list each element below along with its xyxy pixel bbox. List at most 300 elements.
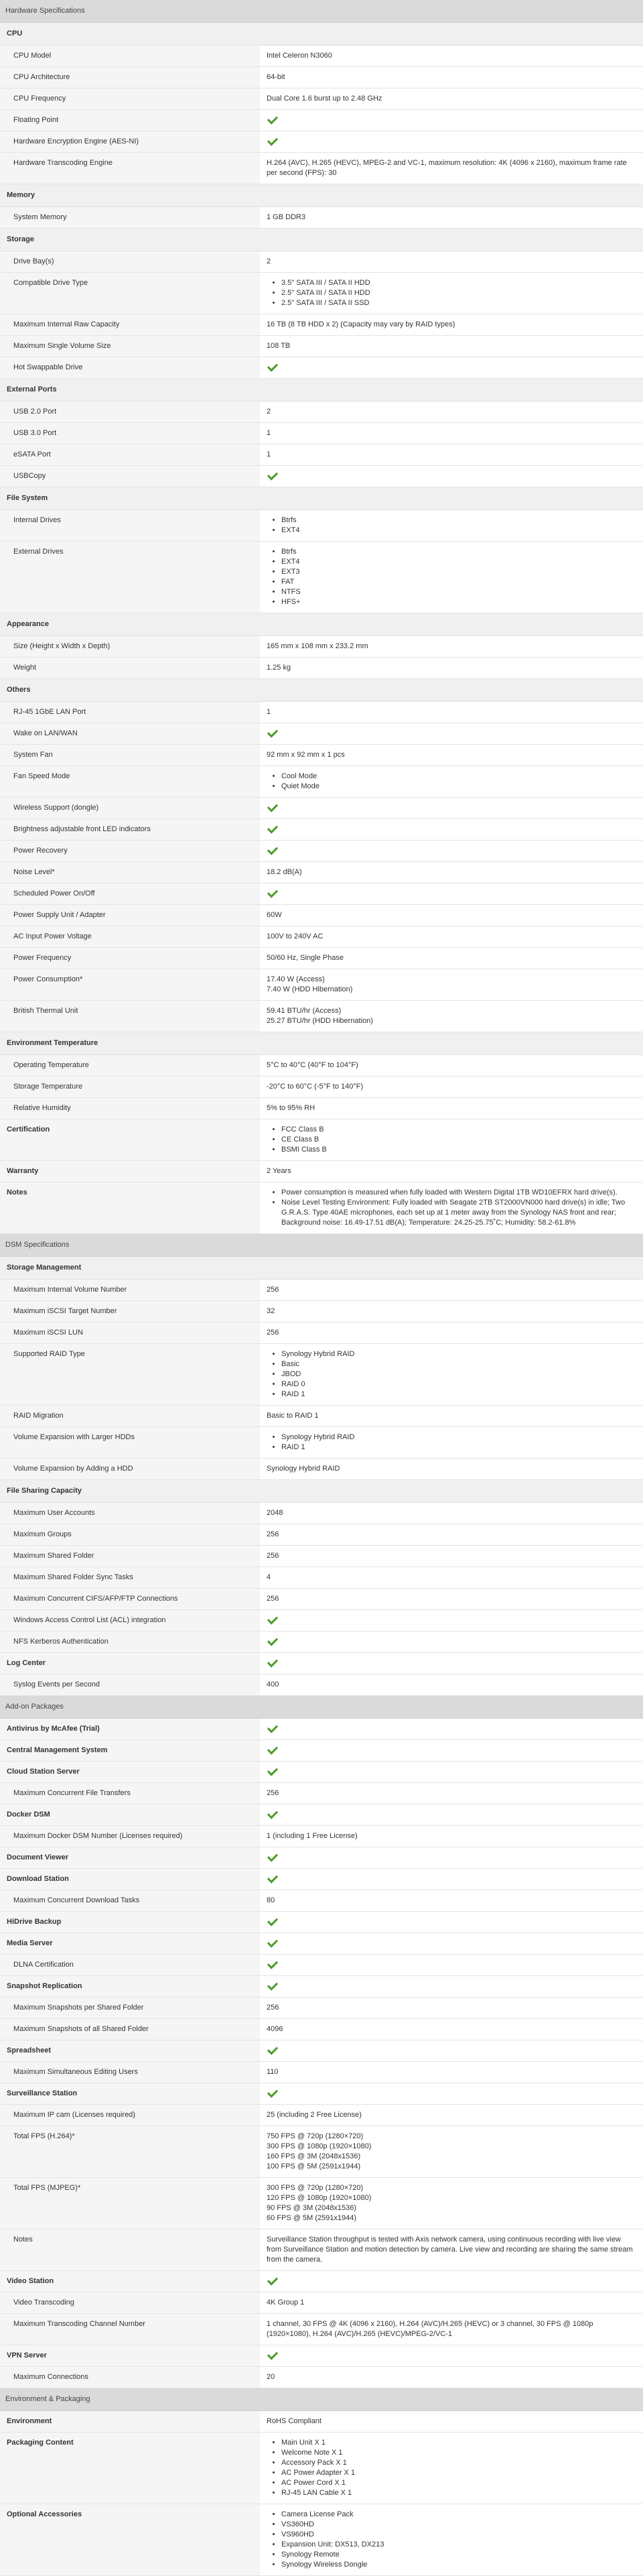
spec-value-cell (260, 2433, 643, 2504)
spec-row-maximum-snapshots-per-shared-folder (0, 1998, 643, 2019)
spec-list-item: • Quiet Mode (281, 782, 636, 792)
spec-value-cell (260, 2040, 643, 2062)
spec-value-cell (260, 1804, 643, 1826)
group-header-file-sharing-capacity (0, 1480, 643, 1503)
spec-value: 1.25 kg (267, 664, 291, 672)
spec-list-item: • AC Power Cord X 1 (281, 2478, 636, 2488)
spec-value-cell (260, 1674, 643, 1696)
spec-row-raid-migration (0, 1406, 643, 1427)
spec-group-label: Video Station (0, 2271, 260, 2292)
checkmark-icon (267, 1851, 278, 1861)
checkmark-icon (267, 1979, 278, 1990)
spec-value-cell (260, 1933, 643, 1955)
spec-row-operating-temperature (0, 1055, 643, 1077)
spec-label: NFS Kerberos Authentication (0, 1632, 260, 1653)
spec-row-maximum-iscsi-lun (0, 1323, 643, 1344)
spec-list-item: • EXT3 (281, 567, 636, 577)
spec-row-warranty (0, 1161, 643, 1182)
spec-value: 25 (including 2 Free License) (267, 2111, 362, 2119)
spec-row-compatible-drive-type (0, 273, 643, 314)
spec-row-packaging-content (0, 2433, 643, 2504)
spec-value-list (267, 1349, 636, 1400)
spec-value-cell (260, 357, 643, 379)
spec-value-cell (260, 1610, 643, 1632)
spec-label: Storage Temperature (0, 1077, 260, 1098)
checkmark-icon (267, 2349, 278, 2359)
spec-label: Maximum Single Volume Size (0, 336, 260, 357)
spec-value-cell (260, 423, 643, 444)
spec-label: Noise Level* (0, 862, 260, 883)
spec-row-notes (0, 1182, 643, 1234)
spec-label: Internal Drives (0, 510, 260, 542)
spec-group-label: Environment (0, 2411, 260, 2433)
spec-row-log-center (0, 1653, 643, 1674)
spec-label: Maximum Docker DSM Number (Licenses required) (0, 1826, 260, 1847)
spec-label: Volume Expansion with Larger HDDs (0, 1427, 260, 1459)
spec-list-item: • Synology Wireless Dongle (281, 2560, 636, 2570)
spec-value-line: 300 FPS @ 720p (1280×720) (267, 2184, 364, 2192)
spec-row-maximum-shared-folder-sync-tasks (0, 1567, 643, 1589)
spec-value: 18.2 dB(A) (267, 868, 302, 876)
spec-value-cell (260, 1280, 643, 1301)
spec-list-item: • Synology Remote (281, 2550, 636, 2560)
spec-row-total-fps-h-264 (0, 2126, 643, 2178)
spec-value-cell (260, 542, 643, 613)
spec-value-cell (260, 153, 643, 184)
section-header-hardware-specifications (0, 0, 643, 23)
spec-value-cell (260, 1344, 643, 1406)
spec-label: Supported RAID Type (0, 1344, 260, 1406)
spec-label: RAID Migration (0, 1406, 260, 1427)
spec-list-item: • RJ-45 LAN Cable X 1 (281, 2488, 636, 2498)
spec-group-label: VPN Server (0, 2345, 260, 2367)
spec-value: 1 (267, 450, 271, 458)
group-title: CPU (0, 23, 643, 46)
spec-list-item: • Noise Level Testing Environment: Fully loaded with Seagate 2TB ST2000VN000 hard drive(s) in idle; Two G.R.A.S. Type 40AE microphones, each set up at 1 meter away from the Synology NAS front and rear; Background noise: 16.49-17.51 dB(A); Temperature: 24.25-25.75˚C; Humidity: 58.2-61.8% (281, 1198, 636, 1228)
spec-value: 256 (267, 1530, 279, 1538)
spec-value-cell (260, 1503, 643, 1524)
spec-value-cell (260, 1740, 643, 1762)
spec-label: AC Input Power Voltage (0, 926, 260, 948)
spec-value: Synology Hybrid RAID (267, 1465, 340, 1473)
spec-value-line: 90 FPS @ 3M (2048x1536) (267, 2204, 357, 2212)
spec-row-hot-swappable-drive (0, 357, 643, 379)
spec-value: 60W (267, 911, 282, 919)
spec-value-list (267, 2510, 636, 2570)
group-header-appearance (0, 613, 643, 636)
spec-label: Volume Expansion by Adding a HDD (0, 1459, 260, 1480)
spec-value-cell (260, 1567, 643, 1589)
group-title: Storage (0, 229, 643, 251)
spec-value-cell (260, 1427, 643, 1459)
spec-value-cell (260, 2314, 643, 2345)
spec-row-dlna-certification (0, 1955, 643, 1976)
spec-label: Maximum Concurrent Download Tasks (0, 1890, 260, 1912)
spec-row-volume-expansion-by-adding-a-hdd (0, 1459, 643, 1480)
section-title: Environment & Packaging (0, 2388, 643, 2411)
spec-list-item: • Synology Hybrid RAID (281, 1349, 636, 1359)
spec-row-usb-2-0-port (0, 402, 643, 423)
spec-value-cell (260, 2062, 643, 2083)
spec-label: Operating Temperature (0, 1055, 260, 1077)
spec-row-maximum-concurrent-download-tasks (0, 1890, 643, 1912)
spec-row-media-server (0, 1933, 643, 1955)
group-header-file-system (0, 487, 643, 510)
spec-list-item: • Accessory Pack X 1 (281, 2458, 636, 2468)
spec-label: Hardware Encryption Engine (AES-NI) (0, 131, 260, 153)
spec-value-cell (260, 510, 643, 542)
spec-value-line: 120 FPS @ 1080p (1920×1080) (267, 2194, 372, 2202)
spec-list-item: • Power consumption is measured when fully loaded with Western Digital 1TB WD10EFRX hard drive(s). (281, 1188, 636, 1198)
spec-value-cell (260, 444, 643, 466)
checkmark-icon (267, 1765, 278, 1776)
spec-group-label: Spreadsheet (0, 2040, 260, 2062)
spec-row-environment (0, 2411, 643, 2433)
spec-label: Maximum Transcoding Channel Number (0, 2314, 260, 2345)
spec-label: Maximum Concurrent File Transfers (0, 1783, 260, 1804)
spec-value-line: 60 FPS @ 5M (2591x1944) (267, 2214, 357, 2222)
spec-value: 5% to 95% RH (267, 1104, 315, 1112)
spec-row-wake-on-lan-wan (0, 723, 643, 745)
spec-value-cell (260, 1632, 643, 1653)
spec-row-maximum-docker-dsm-number-licenses-required (0, 1826, 643, 1847)
spec-row-esata-port (0, 444, 643, 466)
spec-label: Maximum iSCSI Target Number (0, 1301, 260, 1323)
spec-value-cell (260, 1182, 643, 1234)
spec-value-cell (260, 1077, 643, 1098)
spec-row-fan-speed-mode (0, 766, 643, 798)
spec-value: 20 (267, 2373, 275, 2381)
spec-label: Weight (0, 658, 260, 679)
spec-label: Floating Point (0, 110, 260, 131)
spec-row-maximum-simultaneous-editing-users (0, 2062, 643, 2083)
spec-value: Basic to RAID 1 (267, 1412, 319, 1420)
spec-value-line: 17.40 W (Access) (267, 975, 325, 983)
group-title: External Ports (0, 379, 643, 402)
spec-row-weight (0, 658, 643, 679)
spec-label: CPU Model (0, 46, 260, 67)
spec-row-floating-point (0, 110, 643, 131)
group-header-external-ports (0, 379, 643, 402)
spec-row-maximum-groups (0, 1524, 643, 1546)
spec-group-label: Optional Accessories (0, 2504, 260, 2576)
spec-label: Maximum Connections (0, 2367, 260, 2388)
checkmark-icon (267, 135, 278, 145)
spec-value-cell (260, 2504, 643, 2576)
spec-label: Maximum Internal Volume Number (0, 1280, 260, 1301)
spec-list-item: • Main Unit X 1 (281, 2438, 636, 2448)
spec-row-power-recovery (0, 841, 643, 862)
spec-list-item: • BSMI Class B (281, 1145, 636, 1155)
checkmark-icon (267, 1937, 278, 1947)
spec-label: Maximum Snapshots of all Shared Folder (0, 2019, 260, 2040)
section-header-add-on-packages (0, 1696, 643, 1719)
group-title: File Sharing Capacity (0, 1480, 643, 1503)
spec-row-wireless-support-dongle (0, 798, 643, 819)
spec-value-cell (260, 1301, 643, 1323)
spec-row-certification (0, 1119, 643, 1161)
spec-row-maximum-iscsi-target-number (0, 1301, 643, 1323)
spec-value: Intel Celeron N3060 (267, 52, 332, 60)
spec-label: DLNA Certification (0, 1955, 260, 1976)
spec-row-central-management-system (0, 1740, 643, 1762)
checkmark-icon (267, 469, 278, 480)
spec-value-cell (260, 251, 643, 273)
spec-value-line: 100 FPS @ 5M (2591x1944) (267, 2162, 361, 2170)
spec-row-cloud-station-server (0, 1762, 643, 1783)
checkmark-icon (267, 1808, 278, 1819)
spec-value-cell (260, 926, 643, 948)
checkmark-icon (267, 1613, 278, 1624)
spec-list-item: • VS360HD (281, 2520, 636, 2530)
spec-value: -20°C to 60°C (-5°F to 140°F) (267, 1083, 364, 1091)
spec-label: CPU Architecture (0, 67, 260, 88)
spec-row-volume-expansion-with-larger-hdds (0, 1427, 643, 1459)
spec-label: Total FPS (H.264)* (0, 2126, 260, 2178)
spec-row-maximum-user-accounts (0, 1503, 643, 1524)
spec-value-cell (260, 1098, 643, 1119)
spec-value-list (267, 547, 636, 607)
checkmark-icon (267, 1872, 278, 1883)
spec-label: Wireless Support (dongle) (0, 798, 260, 819)
spec-value-cell (260, 1055, 643, 1077)
spec-label: Notes (0, 2229, 260, 2271)
checkmark-icon (267, 887, 278, 898)
spec-value-list (267, 1188, 636, 1228)
spec-value-list (267, 1125, 636, 1155)
spec-list-item: • Expansion Unit: DX513, DX213 (281, 2540, 636, 2550)
spec-label: Wake on LAN/WAN (0, 723, 260, 745)
spec-label: Scheduled Power On/Off (0, 883, 260, 905)
spec-value-cell (260, 2345, 643, 2367)
spec-value-cell (260, 1869, 643, 1890)
spec-row-cpu-model (0, 46, 643, 67)
spec-row-maximum-single-volume-size (0, 336, 643, 357)
spec-value-cell (260, 402, 643, 423)
group-header-memory (0, 184, 643, 207)
spec-label: Total FPS (MJPEG)* (0, 2178, 260, 2229)
spec-value-cell (260, 131, 643, 153)
spec-value: 256 (267, 1552, 279, 1560)
spec-value-cell (260, 1323, 643, 1344)
checkmark-icon (267, 1958, 278, 1969)
spec-row-power-consumption (0, 969, 643, 1001)
spec-label: Power Supply Unit / Adapter (0, 905, 260, 926)
spec-value-cell (260, 745, 643, 766)
spec-row-maximum-internal-raw-capacity (0, 314, 643, 336)
spec-list-item: • 2.5" SATA III / SATA II HDD (281, 288, 636, 298)
spec-value: 4 (267, 1573, 271, 1581)
spec-value-cell (260, 1783, 643, 1804)
spec-label: Windows Access Control List (ACL) integration (0, 1610, 260, 1632)
spec-value-line: 750 FPS @ 720p (1280×720) (267, 2132, 364, 2140)
spec-row-maximum-internal-volume-number (0, 1280, 643, 1301)
spec-list-item: • EXT4 (281, 557, 636, 567)
spec-group-label: Download Station (0, 1869, 260, 1890)
spec-value: 100V to 240V AC (267, 932, 324, 940)
spec-value: 1 (267, 708, 271, 716)
spec-value-cell (260, 67, 643, 88)
spec-value-list (267, 278, 636, 308)
spec-value-line: 59.41 BTU/hr (Access) (267, 1007, 342, 1015)
spec-value: Surveillance Station throughput is tested with Axis network camera, using continuous recording with live view from Surveillance Station and motion detection by camera. Live view and recording are sharing the same stream from the camera. (267, 2235, 633, 2264)
spec-label: Drive Bay(s) (0, 251, 260, 273)
spec-row-maximum-snapshots-of-all-shared-folder (0, 2019, 643, 2040)
spec-value: 400 (267, 1680, 279, 1689)
spec-value-cell (260, 336, 643, 357)
spec-list-item: • AC Power Adapter X 1 (281, 2468, 636, 2478)
spec-row-optional-accessories (0, 2504, 643, 2576)
spec-label: Maximum iSCSI LUN (0, 1323, 260, 1344)
spec-value: 256 (267, 1286, 279, 1294)
spec-label: Maximum Groups (0, 1524, 260, 1546)
checkmark-icon (267, 113, 278, 124)
spec-value: 32 (267, 1307, 275, 1315)
spec-label: USB 2.0 Port (0, 402, 260, 423)
spec-group-label: Certification (0, 1119, 260, 1161)
spec-row-total-fps-mjpeg (0, 2178, 643, 2229)
checkmark-icon (267, 1656, 278, 1667)
spec-label: Maximum Shared Folder (0, 1546, 260, 1567)
spec-value: 256 (267, 1329, 279, 1337)
spec-list-item: • FAT (281, 577, 636, 587)
spec-row-spreadsheet (0, 2040, 643, 2062)
spec-group-label: Notes (0, 1182, 260, 1234)
spec-row-british-thermal-unit (0, 1001, 643, 1032)
spec-list-item: • Basic (281, 1359, 636, 1369)
spec-row-usbcopy (0, 466, 643, 487)
spec-value-cell (260, 2292, 643, 2314)
spec-value-cell (260, 723, 643, 745)
spec-value: 1 GB DDR3 (267, 213, 306, 221)
spec-label: Maximum Shared Folder Sync Tasks (0, 1567, 260, 1589)
group-title: File System (0, 487, 643, 510)
spec-label: USB 3.0 Port (0, 423, 260, 444)
spec-value: RoHS Compliant (267, 2417, 322, 2425)
spec-value-cell (260, 1119, 643, 1161)
spec-row-hardware-encryption-engine-aes-ni (0, 131, 643, 153)
spec-value: 2 (267, 408, 271, 416)
spec-label: Maximum Concurrent CIFS/AFP/FTP Connections (0, 1589, 260, 1610)
spec-value-cell (260, 273, 643, 314)
spec-value-cell (260, 862, 643, 883)
spec-group-label: Document Viewer (0, 1847, 260, 1869)
spec-value: 16 TB (8 TB HDD x 2) (Capacity may vary by RAID types) (267, 320, 455, 328)
spec-value: 5°C to 40°C (40°F to 104°F) (267, 1061, 358, 1069)
spec-row-supported-raid-type (0, 1344, 643, 1406)
checkmark-icon (267, 1915, 278, 1926)
spec-value-line: 25.27 BTU/hr (HDD Hibernation) (267, 1017, 373, 1025)
spec-label: USBCopy (0, 466, 260, 487)
spec-row-nfs-kerberos-authentication (0, 1632, 643, 1653)
spec-value: 92 mm x 92 mm x 1 pcs (267, 751, 345, 759)
spec-row-maximum-transcoding-channel-number (0, 2314, 643, 2345)
spec-row-rj-45-1gbe-lan-port (0, 702, 643, 723)
checkmark-icon (267, 1743, 278, 1754)
spec-label: System Memory (0, 207, 260, 229)
spec-label: CPU Frequency (0, 88, 260, 110)
spec-value-cell (260, 1653, 643, 1674)
spec-list-item: • RAID 0 (281, 1379, 636, 1390)
spec-value-cell (260, 2019, 643, 2040)
spec-row-surveillance-station (0, 2083, 643, 2105)
spec-row-power-frequency (0, 948, 643, 969)
spec-label: Fan Speed Mode (0, 766, 260, 798)
spec-row-drive-bay-s (0, 251, 643, 273)
spec-value-line: 7.40 W (HDD Hibernation) (267, 985, 353, 993)
spec-value: 256 (267, 1595, 279, 1603)
spec-list-item: • EXT4 (281, 526, 636, 536)
spec-row-maximum-connections (0, 2367, 643, 2388)
spec-value: Dual Core 1.6 burst up to 2.48 GHz (267, 95, 382, 103)
spec-label: Maximum Snapshots per Shared Folder (0, 1998, 260, 2019)
spec-value-cell (260, 2105, 643, 2126)
spec-value-cell (260, 2367, 643, 2388)
spec-value-cell (260, 2271, 643, 2292)
spec-row-scheduled-power-on-off (0, 883, 643, 905)
spec-value-cell (260, 207, 643, 229)
spec-value-cell (260, 2083, 643, 2105)
spec-row-brightness-adjustable-front-led-indicators (0, 819, 643, 841)
spec-row-power-supply-unit-adapter (0, 905, 643, 926)
spec-value-cell (260, 948, 643, 969)
spec-label: Video Transcoding (0, 2292, 260, 2314)
spec-value: 4096 (267, 2025, 283, 2033)
spec-value-cell (260, 2178, 643, 2229)
spec-group-label: Media Server (0, 1933, 260, 1955)
spec-row-noise-level (0, 862, 643, 883)
group-title: Storage Management (0, 1257, 643, 1280)
section-header-dsm-specifications (0, 1234, 643, 1257)
spec-row-document-viewer (0, 1847, 643, 1869)
spec-value-list (267, 1432, 636, 1453)
spec-list-item: • 2.5" SATA III / SATA II SSD (281, 298, 636, 308)
spec-value-cell (260, 1161, 643, 1182)
section-header-environment-packaging (0, 2388, 643, 2411)
spec-value-cell (260, 1001, 643, 1032)
spec-value-cell (260, 1589, 643, 1610)
spec-label: Compatible Drive Type (0, 273, 260, 314)
spec-list-item: • Btrfs (281, 515, 636, 526)
spec-value-cell (260, 1524, 643, 1546)
spec-label: Maximum IP cam (Licenses required) (0, 2105, 260, 2126)
spec-value-cell (260, 905, 643, 926)
spec-value-cell (260, 2126, 643, 2178)
spec-row-windows-access-control-list-acl-integration (0, 1610, 643, 1632)
spec-label: Power Frequency (0, 948, 260, 969)
checkmark-icon (267, 1635, 278, 1646)
group-header-storage-management (0, 1257, 643, 1280)
spec-row-maximum-ip-cam-licenses-required (0, 2105, 643, 2126)
spec-row-hardware-transcoding-engine (0, 153, 643, 184)
spec-row-maximum-concurrent-file-transfers (0, 1783, 643, 1804)
spec-list-item: • Cool Mode (281, 772, 636, 782)
spec-group-label: Central Management System (0, 1740, 260, 1762)
spec-row-usb-3-0-port (0, 423, 643, 444)
spec-row-snapshot-replication (0, 1976, 643, 1998)
spec-label: RJ-45 1GbE LAN Port (0, 702, 260, 723)
spec-group-label: Log Center (0, 1653, 260, 1674)
section-title: Hardware Specifications (0, 0, 643, 23)
spec-value: 2 (267, 257, 271, 265)
spec-label: eSATA Port (0, 444, 260, 466)
spec-value-cell (260, 702, 643, 723)
spec-value-cell (260, 2411, 643, 2433)
spec-value: 110 (267, 2068, 279, 2076)
spec-list-item: • CE Class B (281, 1135, 636, 1145)
spec-row-video-transcoding (0, 2292, 643, 2314)
spec-group-label: Docker DSM (0, 1804, 260, 1826)
